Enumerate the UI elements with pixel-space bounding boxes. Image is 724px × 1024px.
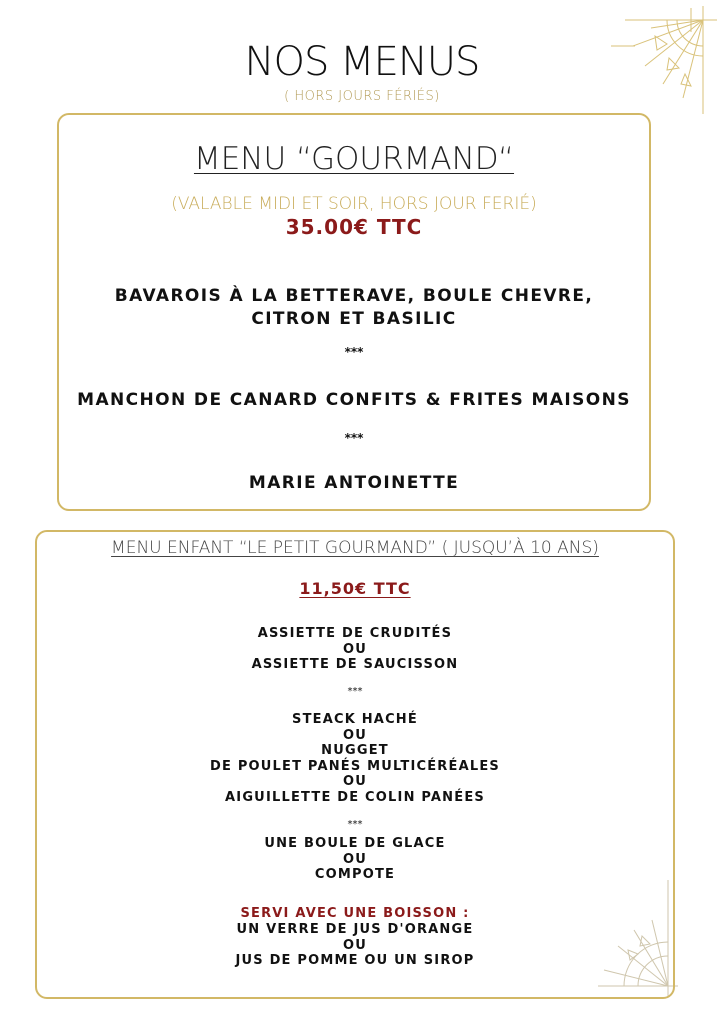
list-item: OU [342,937,367,953]
page-subtitle: ( HORS JOURS FÉRIÉS) [284,89,440,104]
course-separator: *** [347,686,363,697]
menu-gourmand-title: MENU “GOURMAND“ [193,141,515,177]
starter-line: BAVAROIS À LA BETTERAVE, BOULE CHEVRE, [114,286,594,306]
menu-enfant-desserts [37,836,673,883]
list-item: OU [342,727,367,743]
list-item: ASSIETTE DE SAUCISSON [251,657,459,672]
menu-enfant-mains [37,712,673,805]
list-item: OU [342,851,367,867]
menu-enfant-card [35,530,675,999]
list-item: UNE BOULE DE GLACE [264,836,446,851]
list-item: ASSIETTE DE CRUDITÉS [257,626,453,641]
list-item: DE POULET PANÉS MULTICÉRÉALES [210,758,500,774]
menu-enfant-title: MENU ENFANT “LE PETIT GOURMAND” ( JUSQU’À 10 ANS) [111,538,599,558]
list-item: COMPOTE [314,867,396,882]
list-item: UN VERRE DE JUS D'ORANGE [236,922,474,937]
menu-enfant-drinks [37,922,673,969]
menu-gourmand-dessert: MARIE ANTOINETTE [248,473,460,493]
menu-enfant-starters [37,626,673,673]
menu-enfant-price: 11,50€ TTC [299,579,411,598]
list-item: STEACK HACHÉ [292,712,418,727]
menu-gourmand-main: MANCHON DE CANARD CONFITS & FRITES MAISONS [77,390,631,410]
list-item: OU [342,641,367,657]
menu-gourmand-card [57,113,651,511]
list-item: AIGUILLETTE DE COLIN PANÉES [225,789,485,805]
drink-label: SERVI AVEC UNE BOISSON : [240,906,470,921]
menu-gourmand-starter [59,285,649,331]
course-separator: *** [347,819,363,830]
course-separator: *** [344,431,364,445]
menu-gourmand-validity: (VALABLE MIDI ET SOIR, HORS JOUR FERIÉ) [171,194,537,214]
course-separator: *** [344,345,364,359]
list-item: OU [342,774,367,789]
list-item: NUGGET [321,743,389,758]
list-item: JUS DE POMME OU UN SIROP [235,953,475,968]
page-title: NOS MENUS [244,39,480,85]
menu-gourmand-price: 35.00€ TTC [285,215,423,239]
starter-line: CITRON ET BASILIC [251,309,457,329]
